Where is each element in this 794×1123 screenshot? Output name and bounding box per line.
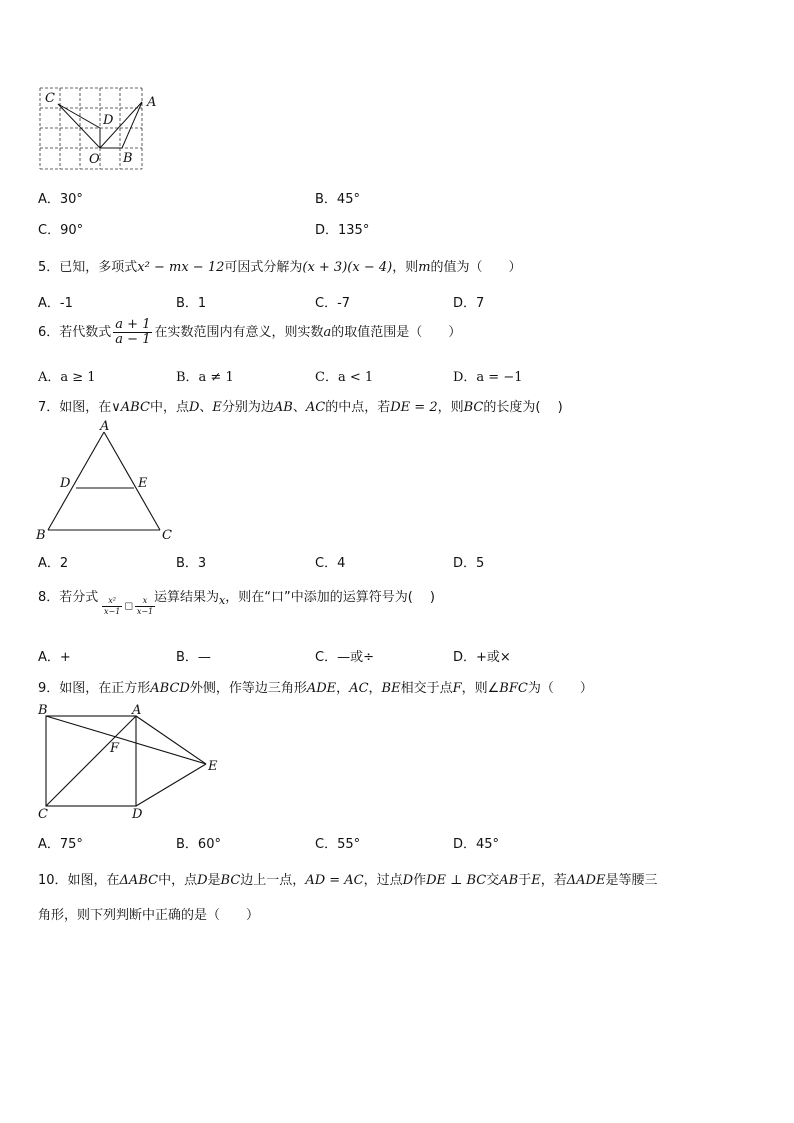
q8-variable: x [219,594,226,607]
q5-number: 5． [38,260,60,275]
q5-option-b: B．1 [176,296,207,311]
q9-option-c: C．55° [315,837,361,852]
q10-text-a: 10．如图，在 [38,873,120,888]
q9-label-b: B [38,703,48,718]
q7-side-ac: AC [305,400,326,415]
q5-variable: m [418,260,431,275]
q9-option-d: D．45° [453,837,500,852]
q9-text-6: ，则∠ [461,681,500,696]
q10-side-bc: BC [220,873,241,888]
q7-text-a: 7．如图，在 [38,400,112,415]
q9-text-4: ， [368,681,382,696]
q10-ad-equation: AD = AC [305,873,364,888]
q10-text-f: 作 [413,873,427,888]
q5-text-3: ，则 [392,260,419,275]
q7-label-b: B [36,528,46,543]
q6-option-a: A．a ≥ 1 [38,370,96,385]
q6-text-2: 在实数范围内有意义，则实数 [154,325,324,340]
q6-variable: a [323,325,332,340]
q6-fraction-numerator: a + 1 [115,317,151,332]
q9-text-5: 相交于点 [400,681,453,696]
q9-square-figure [30,700,230,824]
q7-triangle-figure [30,418,180,544]
q7-question [38,396,563,415]
q10-text-b: 中，点 [158,873,198,888]
q5-text-2: 可因式分解为 [224,260,303,275]
q9-option-a: A．75° [38,837,83,852]
q10-point-e: E [531,873,541,888]
q9-square: ABCD [150,681,190,696]
q6-option-d: D．a = −1 [453,370,523,385]
q4-label-b: B [123,151,133,166]
q9-question [38,677,593,696]
q7-text-e: 、 [292,400,306,415]
q8-option-c: C．—或÷ [315,650,374,665]
q4-label-a: A [147,95,157,110]
q6-text-1: 若代数式 [59,325,112,340]
q4-option-c: C．90° [38,223,84,238]
q6-text-3: 的取值范围是（ ） [331,325,462,340]
q8-option-b: B．— [176,650,211,665]
q10-text-i: ，若 [540,873,567,888]
q7-side-ab: AB [273,400,293,415]
q9-label-f: F [110,741,120,756]
q5-text-4: 的值为（ ） [430,260,522,275]
q4-option-b: B．45° [315,192,360,207]
q7-point-d: D [188,400,200,415]
q10-text-g: 交 [486,873,500,888]
q9-point-f: F [452,681,462,696]
q8-fraction-1 [102,596,122,617]
q9-label-d: D [132,807,143,822]
q7-label-d: D [60,476,71,491]
q5-polynomial: x² − mx − 12 [137,260,225,275]
q9-segment-be: BE [381,681,401,696]
q9-text-3: ， [336,681,350,696]
q7-point-e: E [212,400,222,415]
q8-fraction-1-numerator: x² [102,596,122,607]
q10-point-d-2: D [402,873,414,888]
q9-angle-bfc: BFC [499,681,528,696]
q6-option-c: C．a < 1 [315,370,374,385]
q8-text-3: ，则在“口”中添加的运算符号为( ) [225,590,435,605]
q9-text-2: 外侧，作等边三角形 [189,681,307,696]
q4-option-d: D．135° [315,223,370,238]
q9-label-c: C [38,807,48,822]
q8-text-2: 运算结果为 [154,590,220,605]
q6-question [38,318,461,347]
q6-fraction-denominator: a − 1 [115,332,151,347]
q4-label-o: O [89,152,100,167]
q8-question [38,586,98,605]
q7-option-d: D．5 [453,556,485,571]
q10-text-e: ，过点 [363,873,403,888]
q9-segment-ac: AC [349,681,369,696]
q7-text-c: 、 [199,400,213,415]
q9-label-a: A [132,703,142,718]
q7-triangle: ∨ABC [111,400,150,415]
q10-question-line-1 [38,869,657,888]
q7-text-f: 的中点，若 [325,400,391,415]
q10-triangle-ade: ΔADE [566,873,606,888]
q6-fraction [113,318,152,347]
q8-question-cont [154,586,435,605]
q8-text-1: 8．若分式 [38,590,99,605]
q4-grid-figure [30,84,170,174]
q7-side-bc: BC [463,400,484,415]
q8-fraction-2 [135,596,155,617]
q6-option-b: B．a ≠ 1 [176,370,234,385]
q7-option-c: C．4 [315,556,346,571]
q9-label-e: E [208,759,218,774]
q8-fraction-2-denominator: x−1 [136,607,154,616]
q8-option-a: A．+ [38,650,71,665]
q10-triangle: ΔABC [119,873,159,888]
q7-label-c: C [162,528,172,543]
q4-label-d: D [103,113,114,128]
q7-de-equation: DE = 2 [390,400,438,415]
q7-text-h: 的长度为( ) [483,400,563,415]
q9-text-1: 9．如图，在正方形 [38,681,151,696]
q4-label-c: C [45,91,55,106]
q7-label-a: A [100,419,110,434]
q9-text-7: 为（ ） [527,681,593,696]
q10-text-j: 是等腰三 [605,873,658,888]
q7-option-a: A．2 [38,556,69,571]
q7-text-g: ，则 [437,400,464,415]
q5-question [38,256,522,275]
q7-label-e: E [138,476,148,491]
q5-factorization: (x + 3)(x − 4) [302,260,393,275]
q6-number: 6． [38,325,60,340]
q10-text-d: 边上一点， [240,873,306,888]
q5-text-1: 已知，多项式 [59,260,138,275]
q9-option-b: B．60° [176,837,221,852]
q10-perpendicular: DE ⊥ BC [426,873,487,888]
q8-operator-box: □ [124,601,133,612]
q8-fraction-2-numerator: x [135,596,155,607]
q10-point-d: D [197,873,208,888]
q8-fraction-1-denominator: x−1 [104,607,121,616]
q5-option-c: C．-7 [315,296,351,311]
q4-option-a: A．30° [38,192,83,207]
q10-text-c: 是 [207,873,221,888]
q10-side-ab: AB [499,873,519,888]
q10-question-line-2: 角形，则下列判断中正确的是（ ） [38,908,260,923]
q8-expression [100,596,157,617]
q7-text-b: 中，点 [149,400,189,415]
q7-option-b: B．3 [176,556,207,571]
q9-triangle: ADE [306,681,337,696]
q10-text-h: 于 [518,873,532,888]
q8-option-d: D．+或× [453,650,511,665]
q5-option-a: A．-1 [38,296,73,311]
q7-text-d: 分别为边 [221,400,274,415]
q5-option-d: D．7 [453,296,485,311]
